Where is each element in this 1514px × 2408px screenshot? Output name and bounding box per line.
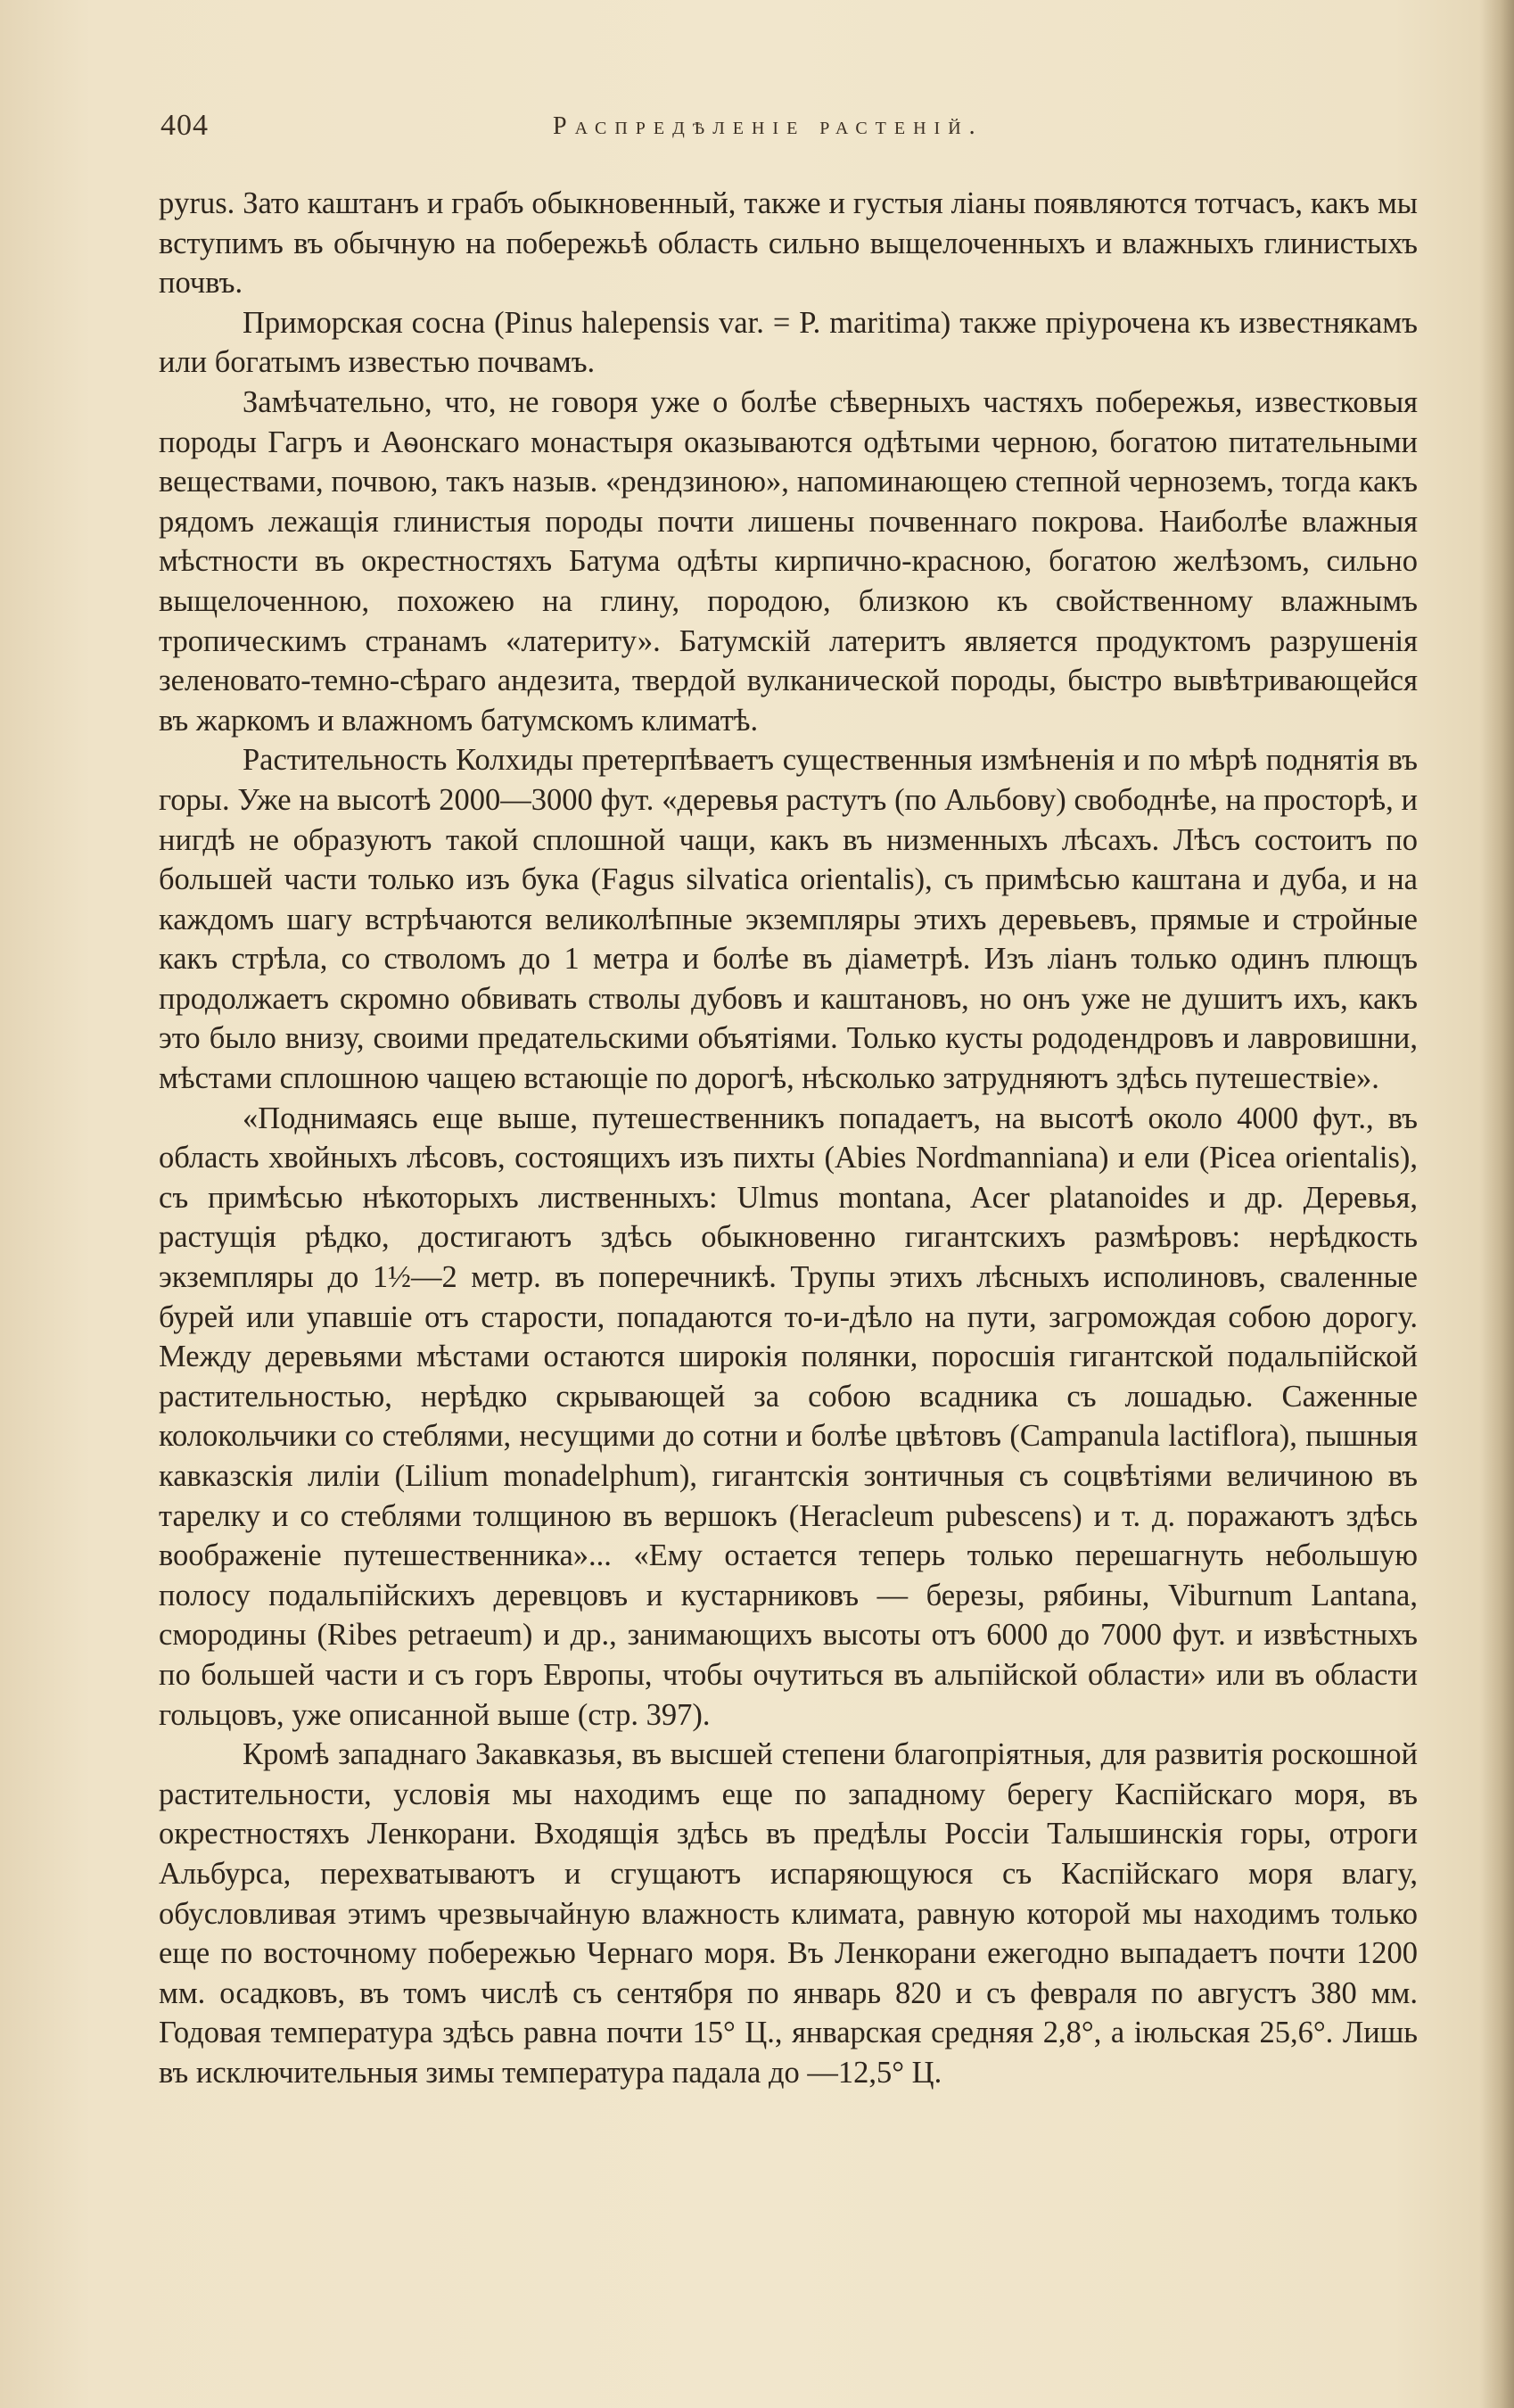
paragraph-6: Кромѣ западнаго Закавказья, въ высшей степени благопріятныя, для развитія роскошной растительности, условія мы находимъ еще по западному берегу Каспійскаго моря, въ окрестностяхъ Ленкорани. Входящія здѣсь въ предѣлы Россіи Талышинскія горы, отроги Альбурса, перехватываютъ и сгущаютъ испаряющуюся съ Каспійскаго моря влагу, обусловливая этимъ чрезвычайную влажность климата, равную которой мы находимъ только еще по восточному побережью Чернаго моря. Въ Ленкорани ежегодно выпадаетъ почти 1200 мм. осадковъ, въ томъ числѣ съ сентября по январь 820 и съ февраля по августъ 380 мм. Годовая температура здѣсь равна почти 15° Ц., январская средняя 2,8°, а іюльская 25,6°. Лишь въ исключительныя зимы температура падала до —12,5° Ц. (159, 1737, 1418, 2090)
paragraph-3: Замѣчательно, что, не говоря уже о болѣе сѣверныхъ частяхъ побережья, известковыя породы Гагръ и Аѳонскаго монастыря оказываются одѣтыми черною, богатою питательными веществами, почвою, такъ назыв. «рендзиною», напоминающею степной черноземъ, тогда какъ рядомъ лежащія глинистыя породы почти лишены почвеннаго покрова. Наиболѣе влажныя мѣстности въ окрестностяхъ Батума одѣты кирпично-красною, богатою желѣзомъ, сильно выщелоченною, похожею на глину, породою, близкою къ свойственному влажнымъ тропическимъ странамъ «латериту». Батумскій латеритъ является продуктомъ разрушенія зеленовато-темно-сѣраго андезита, твердой вулканической породы, быстро вывѣтривающейся въ жаркомъ и влажномъ батумскомъ климатѣ. (159, 384, 1418, 738)
paragraph-4: Растительность Колхиды претерпѣваетъ существенныя измѣненія и по мѣрѣ поднятія въ горы. Уже на высотѣ 2000—3000 фут. «деревья растутъ (по Альбову) свободнѣе, на просторѣ, и нигдѣ не образуютъ такой сплошной чащи, какъ въ низменныхъ лѣсахъ. Лѣсъ состоитъ по большей части только изъ бука (Fagus silvatica orientalis), съ примѣсью каштана и дуба, и на каждомъ шагу встрѣчаются великолѣпные экземпляры этихъ деревьевъ, прямые и стройные какъ стрѣла, со стволомъ до 1 метра и болѣе въ діаметрѣ. Изъ ліанъ только одинъ плющъ продолжаетъ скромно обвивать стволы дубовъ и каштановъ, но онъ уже не душитъ ихъ, какъ это было внизу, своими предательскими объятіями. Только кусты рододендровъ и лавровишни, мѣстами сплошною чащею встающіе по дорогѣ, нѣсколько затрудняютъ здѣсь путешествіе». (159, 743, 1418, 1096)
body-text (159, 184, 1418, 2093)
running-title: Распредѣленіе растеній. (553, 112, 983, 140)
page-number: 404 (160, 109, 209, 142)
paragraph-2: Приморская сосна (Pinus halepensis var. = P. maritima) также пріурочена къ известнякамъ или богатымъ известью почвамъ. (159, 305, 1418, 380)
book-spine-shadow (1480, 0, 1514, 2408)
paragraph-5: «Поднимаясь еще выше, путешественникъ попадаетъ, на высотѣ около 4000 фут., въ область хвойныхъ лѣсовъ, состоящихъ изъ пихты (Abies Nordmanniana) и ели (Picea orientalis), съ примѣсью нѣкоторыхъ лиственныхъ: Ulmus montana, Acer platanoides и др. Деревья, растущія рѣдко, достигаютъ здѣсь обыкновенно гигантскихъ размѣровъ: нерѣдкость экземпляры до 1½—2 метр. въ поперечникѣ. Трупы этихъ лѣсныхъ исполиновъ, сваленные бурей или упавшіе отъ старости, попадаются то-и-дѣло на пути, загромождая собою дорогу. Между деревьями мѣстами остаются широкія полянки, поросшія гигантской подальпійской растительностью, нерѣдко скрывающей за собою всадника съ лошадью. Саженные колокольчики со стеблями, несущими до сотни и болѣе цвѣтовъ (Campanula lactiflora), пышныя кавказскія лиліи (Lilium monadelphum), гигантскія зонтичныя съ соцвѣтіями величиною въ тарелку и со стеблями толщиною въ вершокъ (Heracleum pubescens) и т. д. поражаютъ здѣсь воображеніе путешественника»... «Ему остается теперь только перешагнуть небольшую полосу подальпійскихъ деревцовъ и кустарниковъ — березы, рябины, Viburnum Lantana, смородины (Ribes petraeum) и др., занимающихъ высоты отъ 6000 до 7000 фут. и извѣстныхъ по большей части и съ горъ Европы, чтобы очутиться въ альпійской области» или въ области гольцовъ, уже описанной выше (стр. 397). (159, 1101, 1418, 1732)
page-header (160, 109, 1409, 153)
paragraph-1: pyrus. Зато каштанъ и грабъ обыкновенный, также и густыя ліаны появляются тотчасъ, какъ мы вступимъ въ обычную на побережьѣ область сильно выщелоченныхъ и влажныхъ глинистыхъ почвъ. (159, 186, 1418, 301)
